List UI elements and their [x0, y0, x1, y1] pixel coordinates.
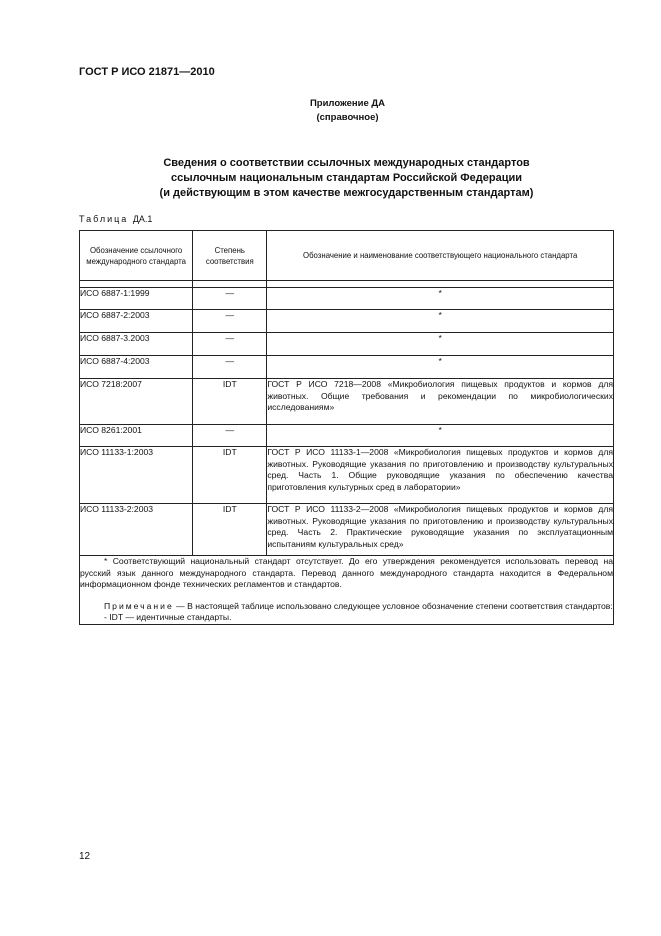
column-header-degree: Степень соответствия	[193, 231, 267, 281]
note-item: - IDT — идентичные стандарты.	[104, 612, 232, 622]
annex-heading	[0, 97, 661, 125]
heading-line-2: ссылочным национальным стандартам Российской Федерации	[170, 172, 523, 184]
degree-value: IDT	[193, 379, 267, 425]
national-standard: *	[267, 288, 614, 310]
degree-value: IDT	[193, 447, 267, 504]
section-heading	[79, 156, 614, 201]
table-footer-row	[80, 556, 614, 625]
reference-code: ИСО 8261:2001	[80, 425, 193, 447]
table-label-word: Таблица	[79, 214, 129, 224]
degree-value: —	[193, 333, 267, 356]
heading-line-3: (и действующим в этом качестве межгосударственным стандартам)	[159, 187, 534, 199]
annex-title: Приложение ДА	[309, 98, 386, 109]
reference-code: ИСО 6887-2:2003	[80, 310, 193, 333]
table-row	[80, 356, 614, 379]
national-standard: *	[267, 425, 614, 447]
degree-value: —	[193, 356, 267, 379]
note-label: Примечание	[104, 600, 174, 611]
reference-code: ИСО 7218:2007	[80, 379, 193, 425]
heading-line-1: Сведения о соответствии ссылочных международных стандартов	[163, 157, 530, 169]
reference-code: ИСО 11133-1:2003	[80, 447, 193, 504]
degree-value: IDT	[193, 504, 267, 556]
table-row	[80, 447, 614, 504]
degree-value: —	[193, 288, 267, 310]
table-label	[79, 214, 152, 224]
column-header-national: Обозначение и наименование соответствующего национального стандарта	[267, 231, 614, 281]
national-standard: *	[267, 310, 614, 333]
table-header-row	[80, 231, 614, 281]
reference-code: ИСО 6887-3.2003	[80, 333, 193, 356]
note-text: — В настоящей таблице использовано следующее условное обозначение степени соответствия стандартов:	[176, 600, 613, 611]
table-row	[80, 288, 614, 310]
table-footnote	[80, 556, 614, 625]
table-row	[80, 310, 614, 333]
column-header-reference: Обозначение ссылочного международного стандарта	[80, 231, 193, 281]
degree-value: —	[193, 310, 267, 333]
footnote-text: * Соответствующий национальный стандарт отсутствует. До его утверждения рекомендуется использовать перевод на русский язык данного международного стандарта. Перевод данного международного стандарта находится в Федеральном информационном фонде технических регламентов и стандартов.	[80, 556, 613, 589]
table-row	[80, 425, 614, 447]
national-standard: *	[267, 356, 614, 379]
reference-code: ИСО 6887-1:1999	[80, 288, 193, 310]
annex-kind: (справочное)	[316, 112, 379, 123]
degree-value: —	[193, 425, 267, 447]
table-row	[80, 333, 614, 356]
document-id: ГОСТ Р ИСО 21871—2010	[79, 66, 215, 78]
reference-code: ИСО 6887-4:2003	[80, 356, 193, 379]
national-standard: ГОСТ Р ИСО 11133-2—2008 «Микробиология пищевых продуктов и кормов для животных. Руководящие указания по приготовлению и производству культуральных сред. Часть 2. Практические руководящие указания по эксплуатационным испытаниям культуральных сред»	[267, 504, 614, 556]
correspondence-table	[79, 230, 614, 625]
table-row	[80, 504, 614, 556]
national-standard: *	[267, 333, 614, 356]
header-gap-row	[80, 281, 614, 288]
national-standard: ГОСТ Р ИСО 11133-1—2008 «Микробиология пищевых продуктов и кормов для животных. Руководящие указания по приготовлению и производству культуральных сред. Часть 1. Общие руководящие указания по обеспечению качества приготовления культурных сред в лаборатории»	[267, 447, 614, 504]
page-number: 12	[79, 851, 91, 862]
national-standard: ГОСТ Р ИСО 7218—2008 «Микробиология пищевых продуктов и кормов для животных. Общие требования и рекомендации по микробиологических исследованиям»	[267, 379, 614, 425]
table-row	[80, 379, 614, 425]
note-paragraph	[80, 601, 613, 613]
table-label-number: ДА.1	[132, 214, 153, 224]
reference-code: ИСО 11133-2:2003	[80, 504, 193, 556]
